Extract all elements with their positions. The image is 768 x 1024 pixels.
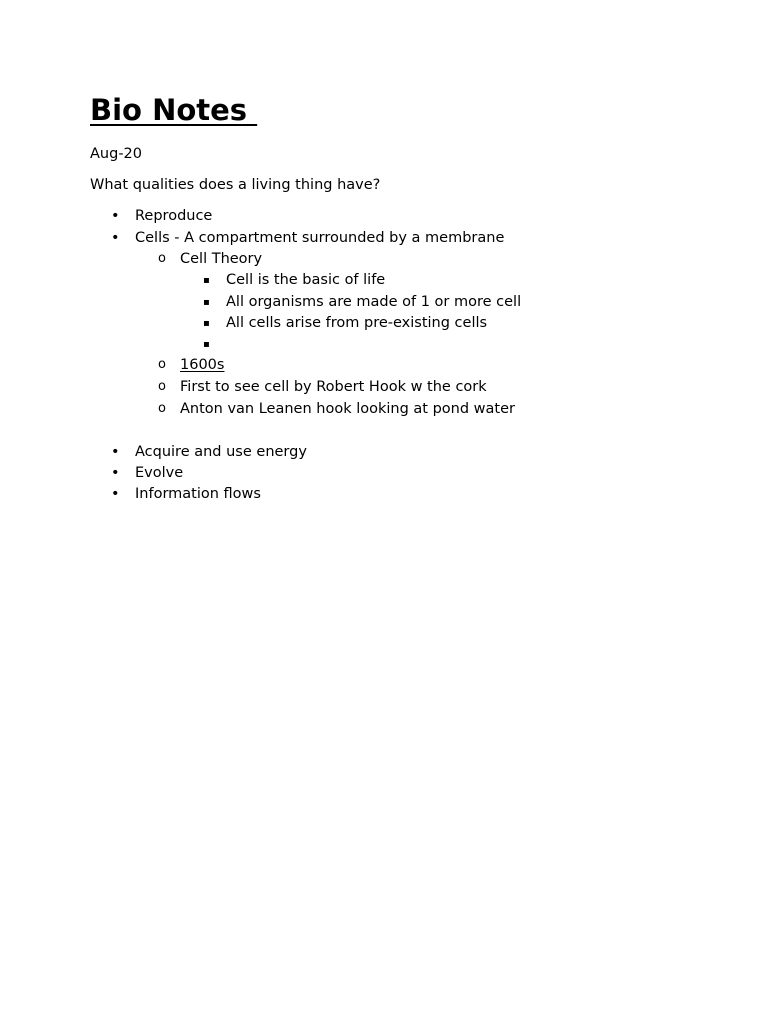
- list-item-anton-van-leanen: Anton van Leanen hook looking at pond water: [180, 401, 515, 417]
- bullet-marker: •: [111, 230, 120, 246]
- square-bullet-marker: ▪: [203, 275, 210, 286]
- note-date: Aug-20: [90, 146, 142, 162]
- list-item-cell-theory-point: All organisms are made of 1 or more cell: [226, 294, 522, 310]
- bullet-marker: •: [111, 444, 120, 460]
- sub-bullet-marker: o: [158, 251, 166, 266]
- list-item-energy: Acquire and use energy: [135, 444, 307, 460]
- list-item-robert-hook: First to see cell by Robert Hook w the cork: [180, 379, 487, 395]
- square-bullet-marker: ▪: [203, 318, 210, 329]
- sub-bullet-marker: o: [158, 357, 166, 372]
- square-bullet-marker: ▪: [203, 297, 210, 308]
- square-bullet-marker: ▪: [203, 339, 210, 350]
- list-item-reproduce: Reproduce: [135, 208, 213, 224]
- document-title: Bio Notes: [90, 93, 258, 127]
- list-item-cell-theory-point: All cells arise from pre-existing cells: [226, 315, 488, 331]
- list-item-information: Information flows: [135, 486, 261, 502]
- list-item-cell-theory-point: Cell is the basic of life: [226, 272, 386, 288]
- bullet-marker: •: [111, 465, 120, 481]
- bullet-marker: •: [111, 208, 120, 224]
- list-item-evolve: Evolve: [135, 465, 184, 481]
- bullet-marker: •: [111, 486, 120, 502]
- list-item-1600s: 1600s: [180, 357, 225, 373]
- list-item-cells: Cells - A compartment surrounded by a membrane: [135, 230, 505, 246]
- sub-bullet-marker: o: [158, 379, 166, 394]
- list-item-cell-theory: Cell Theory: [180, 251, 263, 267]
- sub-bullet-marker: o: [158, 401, 166, 416]
- note-question: What qualities does a living thing have?: [90, 177, 381, 193]
